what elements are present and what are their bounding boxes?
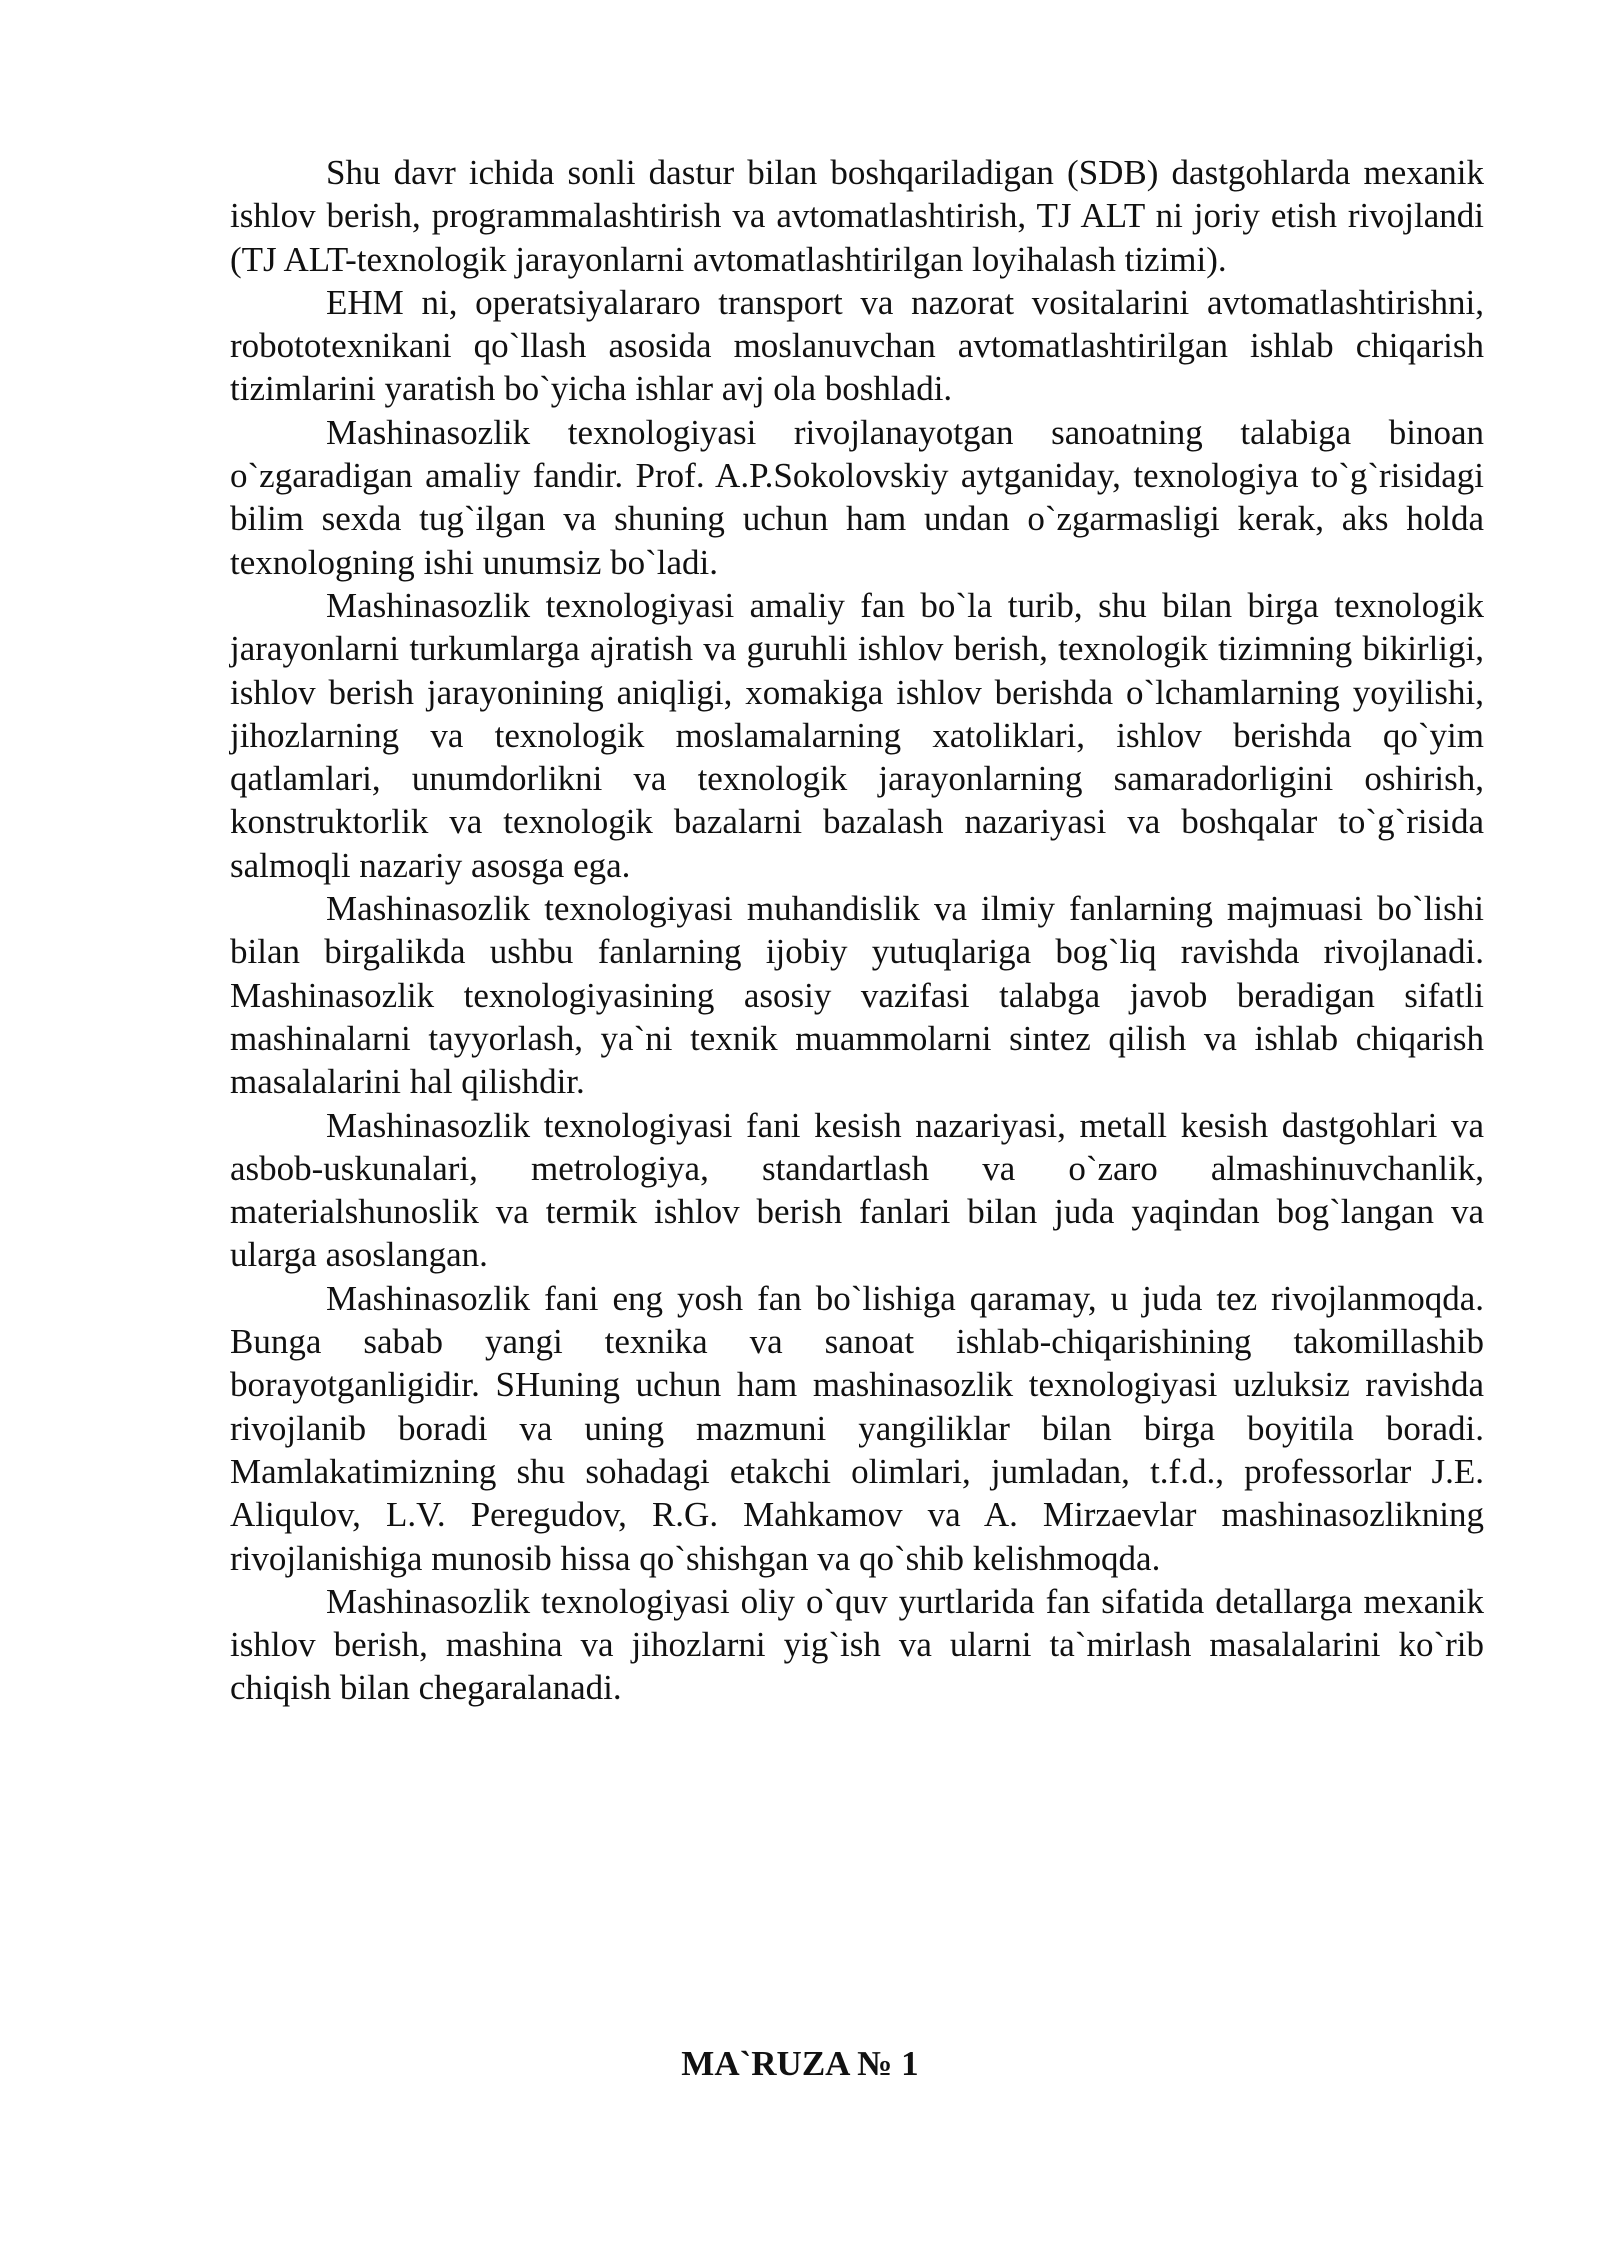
paragraph-engineering-disciplines: Mashinasozlik texnologiyasi muhandislik va ilmiy fanlarning majmuasi bo`lishi bilan birgalikda ushbu fanlarning ijobiy yutuqlariga bog`liq ravishda rivojlanadi. Mashinasozlik texnologiyasining asosiy vazifasi talabga javob beradigan sifatli mashinalarni tayyorlash, ya`ni texnik muammolarni sintez qilish va ishlab chiqarish masalalarini hal qilishdir. <box>230 889 1484 1102</box>
paragraph-theoretical-basis: Mashinasozlik texnologiyasi amaliy fan bo`la turib, shu bilan birga texnologik jarayonlarni turkumlarga ajratish va guruhli ishlov berish, texnologik tizimning bikirligi, ishlov berish jarayonining aniqligi, xomakiga ishlov berishda o`lchamlarning yoyilishi, jihozlarning va texnologik moslamalarning xatoliklari, ishlov berishda qo`yim qatlamlari, unumdorlikni va texnologik jarayonlarning samaradorligini oshirish, konstruktorlik va texnologik bazalarni bazalash nazariyasi va boshqalar to`g`risida salmoqli nazariy asosga ega. <box>230 585 1484 885</box>
paragraph-applied-science: Mashinasozlik texnologiyasi rivojlanayotgan sanoatning talabiga binoan o`zgaradigan amaliy fandir. Prof. A.P.Sokolovskiy aytganiday, texnologiya to`g`risidagi bilim sexda tug`ilgan va shuning uchun ham undan o`zgarmasligi kerak, aks holda texnologning ishi unumsiz bo`ladi. <box>230 412 1484 582</box>
paragraph-rapid-development: Mashinasozlik fani eng yosh fan bo`lishiga qaramay, u juda tez rivojlanmoqda. Bunga sabab yangi texnika va sanoat ishlab-chiqarishining takomillashib borayotganligidir. SHuning uchun ham mashinasozlik texnologiyasi uzluksiz ravishda rivojlanib boradi va uning mazmuni yangiliklar bilan birga boyitila boradi. Mamlakatimizning shu sohadagi etakchi olimlari, jumladan, t.f.d., professorlar J.E. Aliqulov, L.V. Peregudov, R.G. Mahkamov va A. Mirzaevlar mashinasozlikning rivojlanishiga munosib hissa qo`shishgan va qo`shib kelishmoqda. <box>230 1278 1484 1578</box>
lecture-heading: MA`RUZA № 1 <box>681 2044 919 2083</box>
paragraph-sdb-development: Shu davr ichida sonli dastur bilan boshqariladigan (SDB) dastgohlarda mexanik ishlov berish, programmalashtirish va avtomatlashtirish, TJ ALT ni joriy etish rivojlandi (TJ ALT-texnologik jarayonlarni avtomatlashtirilgan loyihalash tizimi). <box>230 153 1484 279</box>
document-body <box>230 151 1484 1710</box>
paragraph-university-scope: Mashinasozlik texnologiyasi oliy o`quv yurtlarida fan sifatida detallarga mexanik ishlov berish, mashina va jihozlarni yig`ish va ularni ta`mirlash masalalarini ko`rib chiqish bilan chegaralanadi. <box>230 1581 1484 1708</box>
paragraph-ehm-automation: EHM ni, operatsiyalararo transport va nazorat vositalarini avtomatlashtirishni, robototexnikani qo`llash asosida moslanuvchan avtomatlashtirilgan ishlab chiqarish tizimlarini yaratish bo`yicha ishlar avj ola boshladi. <box>230 282 1484 409</box>
paragraph-related-subjects: Mashinasozlik texnologiyasi fani kesish nazariyasi, metall kesish dastgohlari va asbob-uskunalari, metrologiya, standartlash va o`zaro almashinuvchanlik, materialshunoslik va termik ishlov berish fanlari bilan juda yaqindan bog`langan va ularga asoslangan. <box>230 1105 1484 1275</box>
